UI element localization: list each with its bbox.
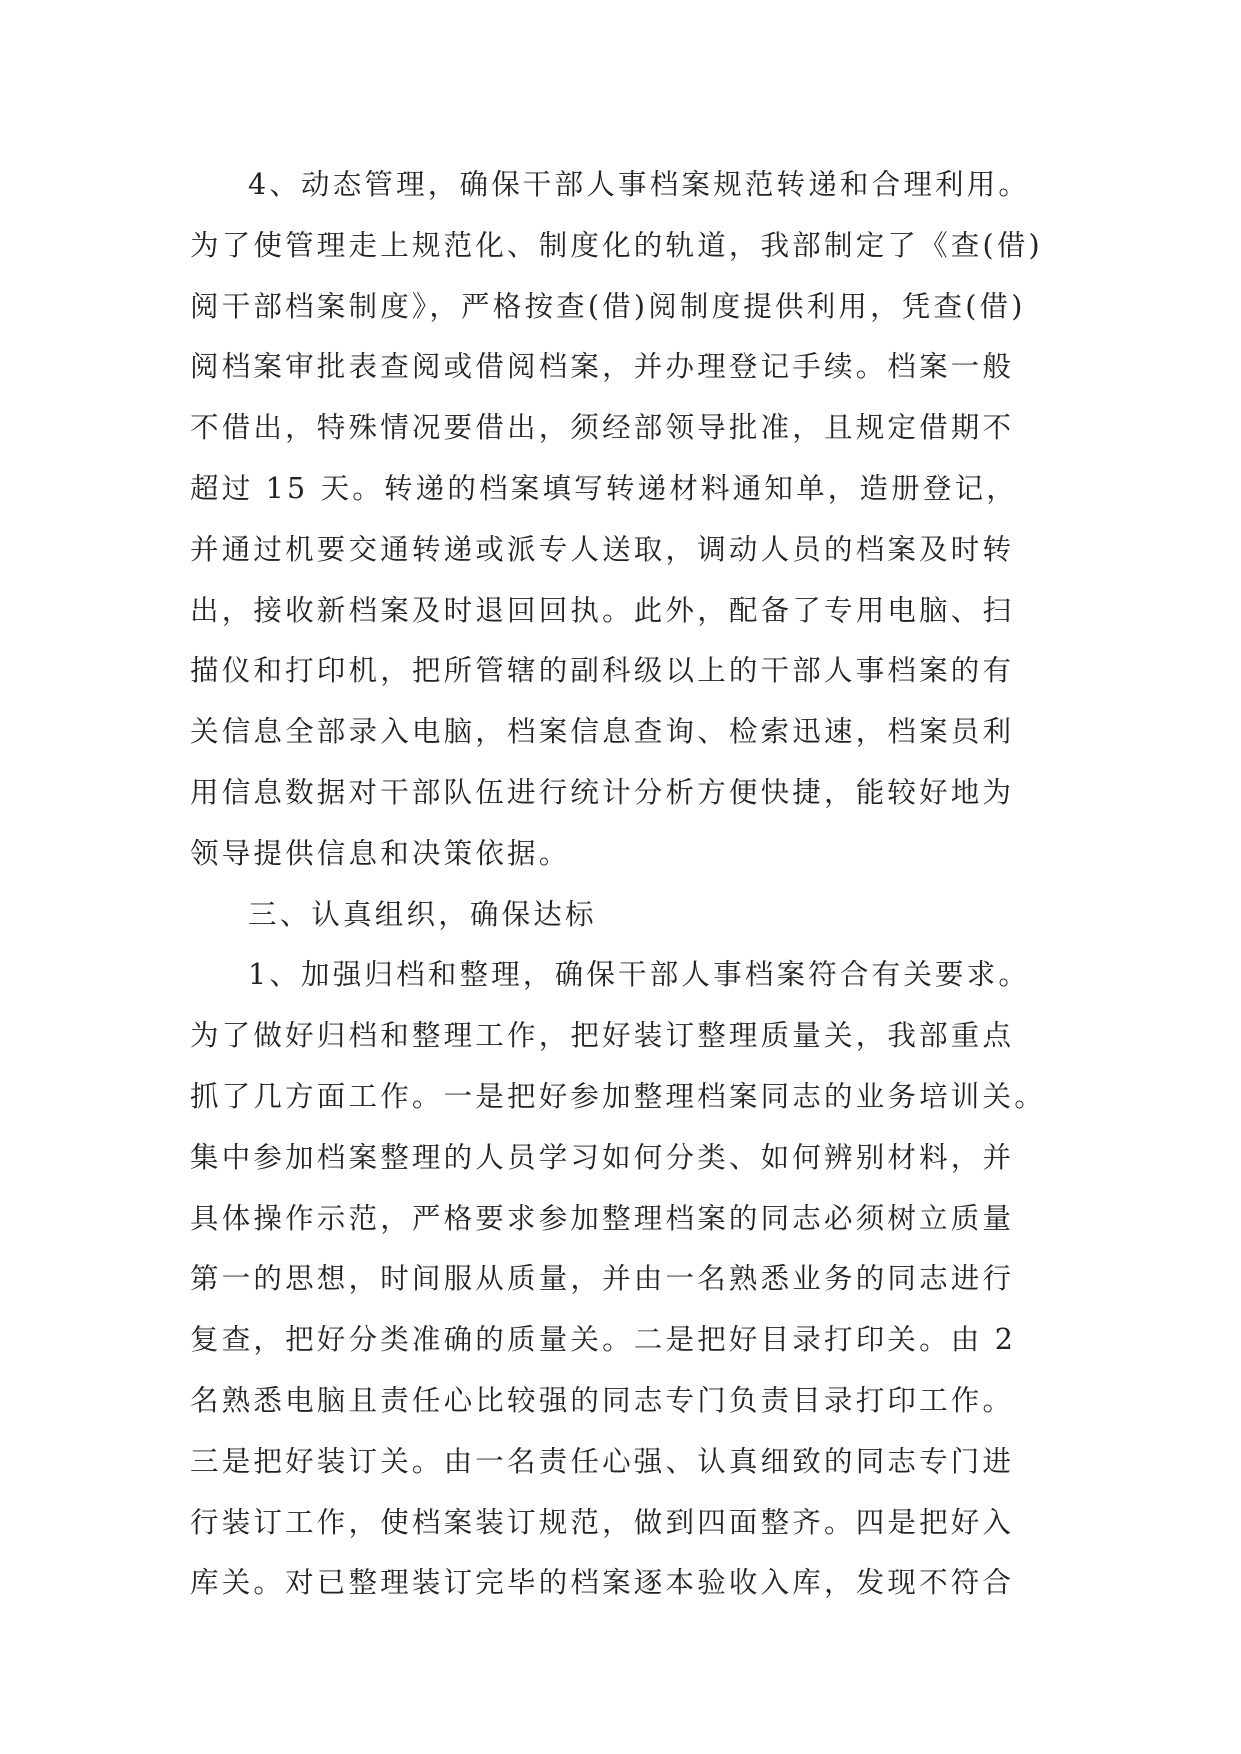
text-line: 名熟悉电脑且责任心比较强的同志专门负责目录打印工作。 — [190, 1383, 1015, 1417]
text-line: 行装订工作，使档案装订规范，做到四面整齐。四是把好入 — [190, 1505, 1015, 1539]
text-line: 具体操作示范，严格要求参加整理档案的同志必须树立质量 — [190, 1201, 1015, 1235]
text-line: 阅档案审批表查阅或借阅档案，并办理登记手续。档案一般 — [190, 350, 1015, 384]
text-line: 库关。对已整理装订完毕的档案逐本验收入库，发现不符合 — [190, 1566, 1015, 1600]
text-line: 抓了几方面工作。一是把好参加整理档案同志的业务培训关。 — [190, 1079, 1046, 1113]
text-line: 阅干部档案制度》，严格按查(借)阅制度提供利用，凭查(借) — [190, 289, 1026, 323]
text-line: 出，接收新档案及时退回回执。此外，配备了专用电脑、扫 — [190, 593, 1015, 627]
text-line: 为了使管理走上规范化、制度化的轨道，我部制定了《查(借) — [190, 228, 1043, 262]
text-line: 复查，把好分类准确的质量关。二是把好目录打印关。由 2 — [190, 1323, 1017, 1357]
text-line: 领导提供信息和决策依据。 — [190, 836, 571, 870]
text-line: 为了做好归档和整理工作，把好装订整理质量关，我部重点 — [190, 1019, 1015, 1053]
text-line: 集中参加档案整理的人员学习如何分类、如何辨别材料，并 — [190, 1140, 1015, 1174]
text-line: 三是把好装订关。由一名责任心强、认真细致的同志专门进 — [190, 1444, 1015, 1478]
text-line: 第一的思想，时间服从质量，并由一名熟悉业务的同志进行 — [190, 1262, 1015, 1296]
text-line: 描仪和打印机，把所管辖的副科级以上的干部人事档案的有 — [190, 654, 1015, 688]
paragraph-heading-4: 4、动态管理，确保干部人事档案规范转递和合理利用。 — [248, 168, 1031, 201]
text-line: 不借出，特殊情况要借出，须经部领导批准，且规定借期不 — [190, 411, 1015, 445]
text-line: 用信息数据对干部队伍进行统计分析方便快捷，能较好地为 — [190, 775, 1015, 809]
text-line: 并通过机要交通转递或派专人送取，调动人员的档案及时转 — [190, 532, 1015, 566]
section-heading-3: 三、认真组织，确保达标 — [248, 897, 597, 931]
document-body — [190, 155, 1060, 1614]
text-line: 关信息全部录入电脑，档案信息查询、检索迅速，档案员利 — [190, 715, 1015, 749]
text-line: 超过 15 天。转递的档案填写转递材料通知单，造册登记， — [190, 471, 1018, 505]
paragraph-heading-1: 1、加强归档和整理，确保干部人事档案符合有关要求。 — [248, 958, 1031, 992]
